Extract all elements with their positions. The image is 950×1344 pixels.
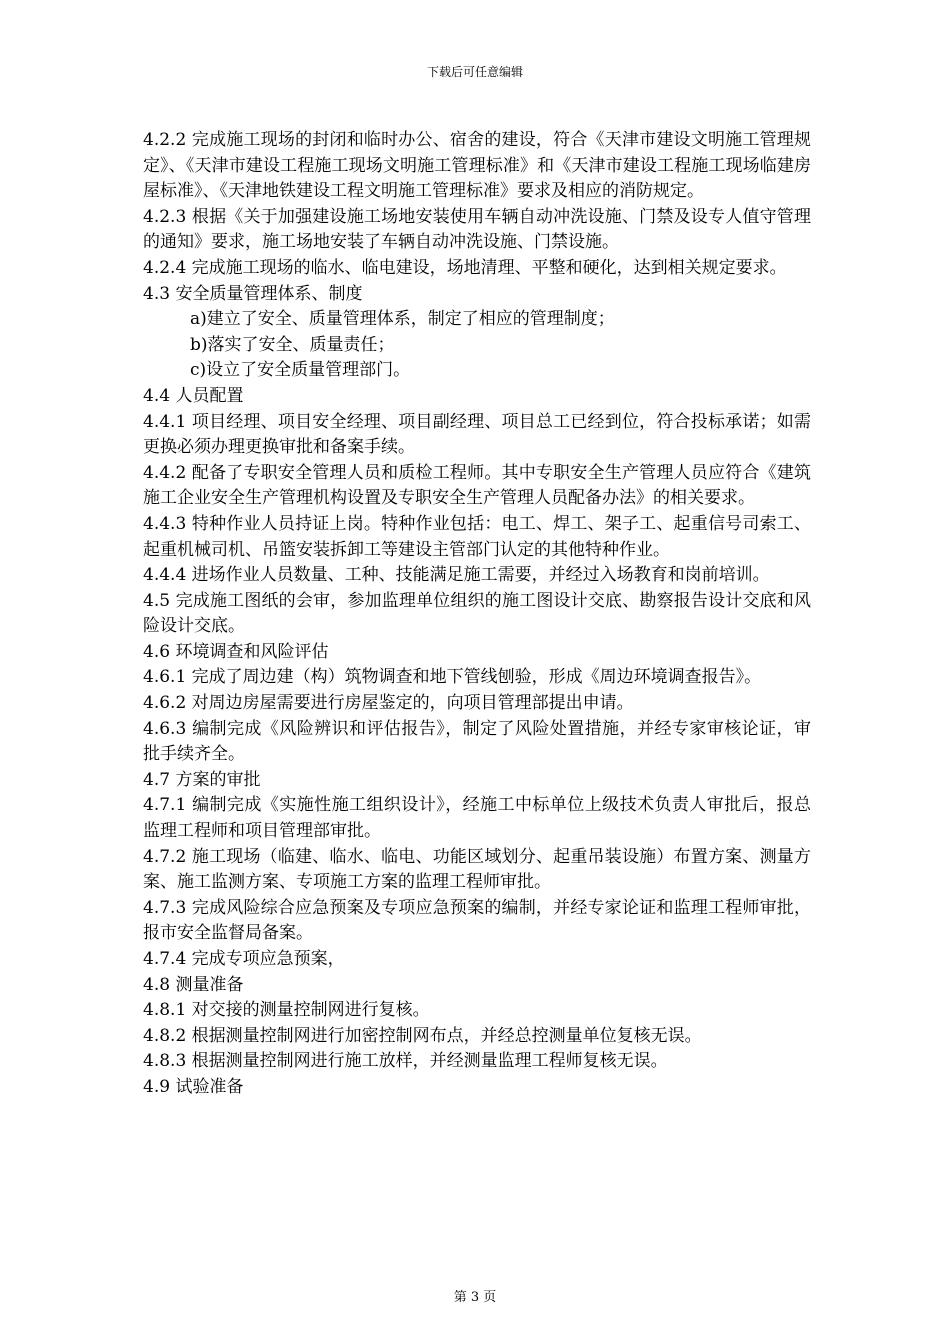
- page-number: 第 3 页: [453, 1290, 497, 1305]
- paragraph-4-7-2: 4.7.2 施工现场（临建、临水、临电、功能区域划分、起重吊装设施）布置方案、测量方案、施工监测方案、专项施工方案的监理工程师审批。: [143, 846, 811, 893]
- paragraph-4-4-3: 4.4.3 特种作业人员持证上岗。特种作业包括：电工、焊工、架子工、起重信号司索工、起重机械司机、吊篮安装拆卸工等建设主管部门认定的其他特种作业。: [143, 513, 811, 560]
- paragraph-4-4-4: 4.4.4 进场作业人员数量、工种、技能满足施工需要，并经过入场教育和岗前培训。: [143, 565, 770, 586]
- paragraph-4-8-3: 4.8.3 根据测量控制网进行施工放样，并经测量监理工程师复核无误。: [143, 1051, 668, 1072]
- paragraph-4-2-2: 4.2.2 完成施工现场的封闭和临时办公、宿舍的建设，符合《天津市建设文明施工管理规定》、《天津市建设工程施工现场文明施工管理标准》和《天津市建设工程施工现场临建房屋标准》、《天津地铁建设工程文明施工管理标准》要求及相应的消防规定。: [143, 130, 811, 202]
- paragraph-4-7-1: 4.7.1 编制完成《实施性施工组织设计》，经施工中标单位上级技术负责人审批后，报总监理工程师和项目管理部审批。: [143, 795, 811, 842]
- heading-4-9: 4.9 试验准备: [143, 1076, 244, 1097]
- heading-4-6: 4.6 环境调查和风险评估: [143, 641, 329, 662]
- paragraph-4-8-2: 4.8.2 根据测量控制网进行加密控制网布点，并经总控测量单位复核无误。: [143, 1025, 702, 1046]
- heading-4-4: 4.4 人员配置: [143, 385, 244, 406]
- paragraph-4-2-4: 4.2.4 完成施工现场的临水、临电建设，场地清理、平整和硬化，达到相关规定要求。: [143, 257, 787, 278]
- paragraph-4-6-1: 4.6.1 完成了周边建（构）筑物调查和地下管线刨验，形成《周边环境调查报告》。: [143, 667, 762, 688]
- paragraph-4-7-3: 4.7.3 完成风险综合应急预案及专项应急预案的编制，并经专家论证和监理工程师审批，报市安全监督局备案。: [143, 897, 811, 944]
- paragraph-4-4-2: 4.4.2 配备了专职安全管理人员和质检工程师。其中专职安全生产管理人员应符合《建筑施工企业安全生产管理机构设置及专职安全生产管理人员配备办法》的相关要求。: [143, 462, 811, 509]
- heading-4-8: 4.8 测量准备: [143, 974, 244, 995]
- list-item-a: a)建立了安全、质量管理体系，制定了相应的管理制度；: [190, 309, 615, 330]
- paragraph-4-2-3: 4.2.3 根据《关于加强建设施工场地安装使用车辆自动冲洗设施、门禁及设专人值守管理的通知》要求，施工场地安装了车辆自动冲洗设施、门禁设施。: [143, 206, 811, 253]
- document-body: [143, 128, 811, 1101]
- paragraph-4-6-3: 4.6.3 编制完成《风险辨识和评估报告》，制定了风险处置措施，并经专家审核论证，审批手续齐全。: [143, 718, 811, 765]
- list-item-b: b)落实了安全、质量责任；: [190, 334, 395, 355]
- paragraph-4-5: 4.5 完成施工图纸的会审，参加监理单位组织的施工图设计交底、勘察报告设计交底和风险设计交底。: [143, 590, 811, 637]
- paragraph-4-7-4: 4.7.4 完成专项应急预案，: [143, 949, 345, 969]
- paragraph-4-6-2: 4.6.2 对周边房屋需要进行房屋鉴定的，向项目管理部提出申请。: [143, 693, 634, 714]
- list-item-c: c)设立了安全质量管理部门。: [190, 360, 411, 381]
- heading-4-3: 4.3 安全质量管理体系、制度: [143, 283, 363, 304]
- heading-4-7: 4.7 方案的审批: [143, 769, 261, 790]
- page-header: 下载后可任意编辑: [426, 65, 523, 79]
- paragraph-4-8-1: 4.8.1 对交接的测量控制网进行复核。: [143, 1000, 430, 1021]
- paragraph-4-4-1: 4.4.1 项目经理、项目安全经理、项目副经理、项目总工已经到位，符合投标承诺；如需更换必须办理更换审批和备案手续。: [143, 411, 811, 458]
